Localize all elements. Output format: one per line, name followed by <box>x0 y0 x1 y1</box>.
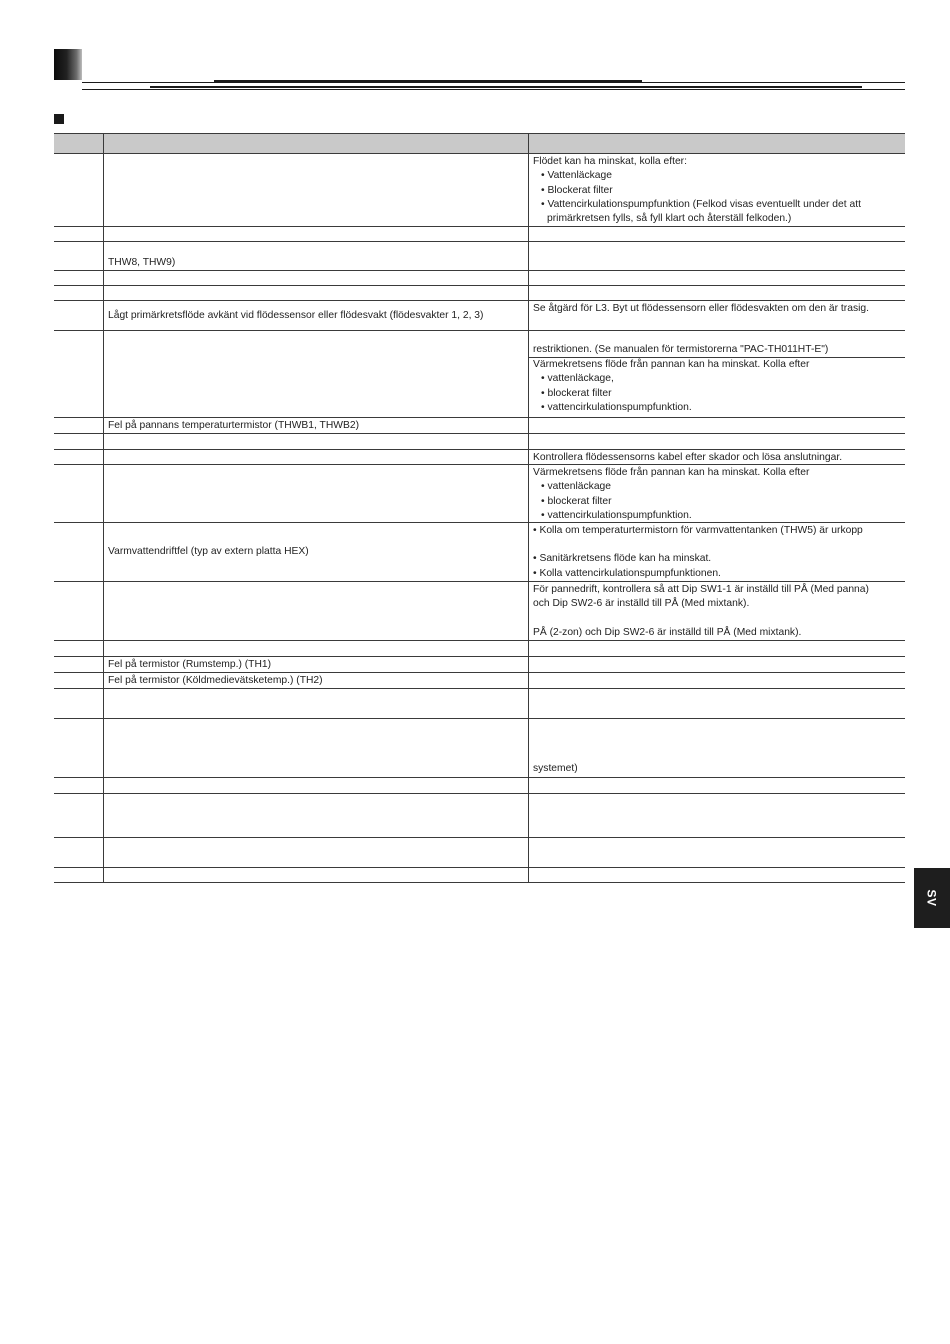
row-title <box>104 331 529 417</box>
chapter-marker <box>54 49 82 80</box>
row-action <box>529 657 905 672</box>
table-row <box>54 331 905 418</box>
header-rule-bottom <box>82 89 905 90</box>
title-text: Varmvattendriftfel (typ av extern platta HEX) <box>108 546 309 558</box>
language-tab-label: SV <box>924 889 939 907</box>
row-code <box>54 286 104 300</box>
table-row <box>54 523 905 582</box>
header-rule-stroke-2 <box>150 86 862 88</box>
action-line: restriktionen. (Se manualen för termistorerna "PAC-TH011HT-E") <box>533 343 829 355</box>
table-row <box>54 286 905 301</box>
row-title <box>104 719 529 777</box>
table-row <box>54 794 905 838</box>
title-text: Lågt primärkretsflöde avkänt vid flödessensor eller flödesvakt (flödesvakter 1, 2, 3) <box>108 309 484 321</box>
row-title <box>104 242 529 270</box>
row-title <box>104 154 529 226</box>
row-action <box>529 689 905 718</box>
table-row <box>54 641 905 657</box>
table-row <box>54 227 905 242</box>
table-header-row <box>54 133 905 154</box>
row-title <box>104 641 529 656</box>
table-row <box>54 868 905 883</box>
row-action <box>529 434 905 449</box>
row-code <box>54 418 104 433</box>
row-title <box>104 657 529 672</box>
row-title <box>104 227 529 241</box>
row-action <box>529 465 905 522</box>
action-line: • blockerat filter <box>541 495 612 507</box>
row-code <box>54 227 104 241</box>
row-action <box>529 719 905 777</box>
row-code <box>54 450 104 464</box>
header-cell-action <box>529 134 905 153</box>
row-title <box>104 301 529 330</box>
action-line <box>533 538 901 552</box>
section-bullet-icon <box>54 114 64 124</box>
header-cell-title <box>104 134 529 153</box>
row-code <box>54 271 104 285</box>
row-action <box>529 794 905 837</box>
table-row <box>54 154 905 227</box>
row-action <box>529 242 905 270</box>
row-code <box>54 465 104 522</box>
row-action <box>529 418 905 433</box>
row-action <box>529 673 905 688</box>
action-line: • Vattencirkulationspumpfunktion (Felkod visas eventuellt under det att <box>541 198 861 210</box>
action-line: Kontrollera flödessensorns kabel efter skador och lösa anslutningar. <box>533 452 843 463</box>
row-title <box>104 450 529 464</box>
row-action <box>529 450 905 464</box>
row-action <box>529 582 905 640</box>
table-row <box>54 301 905 331</box>
row-title <box>104 286 529 300</box>
action-line: • vattencirkulationspumpfunktion. <box>541 401 692 413</box>
title-text: Fel på termistor (Rumstemp.) (TH1) <box>108 659 272 670</box>
row-action <box>529 523 905 581</box>
action-line: • Blockerat filter <box>541 184 613 196</box>
table-row <box>54 689 905 719</box>
row-code <box>54 523 104 581</box>
action-line: • vattencirkulationspumpfunktion. <box>541 509 692 521</box>
row-code <box>54 838 104 867</box>
action-line: • Kolla vattencirkulationspumpfunktionen. <box>533 567 721 579</box>
row-title <box>104 418 529 433</box>
row-code <box>54 641 104 656</box>
row-code <box>54 154 104 226</box>
table-row <box>54 673 905 689</box>
row-code <box>54 689 104 718</box>
row-action <box>529 838 905 867</box>
row-action <box>529 154 905 226</box>
header-cell-code <box>54 134 104 153</box>
row-action <box>529 286 905 300</box>
row-title <box>104 794 529 837</box>
row-title <box>104 271 529 285</box>
table-row <box>54 838 905 868</box>
table-row <box>54 582 905 641</box>
action-line: • vattenläckage <box>541 481 612 493</box>
row-action <box>529 331 905 417</box>
table-row <box>54 418 905 434</box>
action-line: Se åtgärd för L3. Byt ut flödessensorn eller flödesvakten om den är trasig. <box>533 303 869 314</box>
header-rule-thin <box>82 82 905 83</box>
action-line: • Vattenläckage <box>541 170 612 182</box>
action-line: Värmekretsens flöde från pannan kan ha minskat. Kolla efter <box>533 359 810 370</box>
row-code <box>54 657 104 672</box>
row-action <box>529 301 905 330</box>
language-tab <box>914 868 950 928</box>
row-title <box>104 838 529 867</box>
table-row <box>54 719 905 778</box>
table-row <box>54 434 905 450</box>
action-line: primärkretsen fylls, så fyll klart och återställ felkoden.) <box>547 213 792 225</box>
row-code <box>54 778 104 793</box>
row-action <box>529 227 905 241</box>
row-title <box>104 523 529 581</box>
title-text: Fel på pannans temperaturtermistor (THWB1, THWB2) <box>108 420 360 431</box>
row-action <box>529 778 905 793</box>
row-code <box>54 301 104 330</box>
action-line <box>533 612 901 626</box>
action-line: • vattenläckage, <box>541 373 614 385</box>
row-title <box>104 434 529 449</box>
action-line: systemet) <box>533 762 578 774</box>
row-code <box>54 582 104 640</box>
row-code <box>54 794 104 837</box>
action-line: Värmekretsens flöde från pannan kan ha minskat. Kolla efter <box>533 467 810 478</box>
action-line: För pannedrift, kontrollera så att Dip SW1-1 är inställd till PÅ (Med panna) <box>533 584 869 595</box>
table-row <box>54 450 905 465</box>
row-action <box>529 868 905 882</box>
table-row <box>54 242 905 271</box>
row-title <box>104 689 529 718</box>
table-row <box>54 657 905 673</box>
row-code <box>54 868 104 882</box>
row-title <box>104 673 529 688</box>
row-title <box>104 582 529 640</box>
row-code <box>54 434 104 449</box>
row-title <box>104 868 529 882</box>
row-code <box>54 242 104 270</box>
row-action <box>529 641 905 656</box>
action-line: PÅ (2-zon) och Dip SW2-6 är inställd till PÅ (Med mixtank). <box>533 626 802 638</box>
row-code <box>54 331 104 417</box>
error-code-table <box>54 133 905 883</box>
table-row <box>54 271 905 286</box>
table-row <box>54 465 905 523</box>
header-rule-stroke-1 <box>214 80 642 82</box>
row-code <box>54 719 104 777</box>
action-line: Flödet kan ha minskat, kolla efter: <box>533 156 687 167</box>
title-text: THW8, THW9) <box>108 256 176 268</box>
action-line: • Kolla om temperaturtermistorn för varmvattentanken (THW5) är urkopp <box>533 525 863 536</box>
row-title <box>104 465 529 522</box>
row-title <box>104 778 529 793</box>
action-line: och Dip SW2-6 är inställd till PÅ (Med mixtank). <box>533 598 750 610</box>
row-action <box>529 271 905 285</box>
action-line: • blockerat filter <box>541 387 612 399</box>
row-code <box>54 673 104 688</box>
table-row <box>54 778 905 794</box>
title-text: Fel på termistor (Köldmedievätsketemp.) (TH2) <box>108 675 323 686</box>
action-line: • Sanitärkretsens flöde kan ha minskat. <box>533 553 712 565</box>
